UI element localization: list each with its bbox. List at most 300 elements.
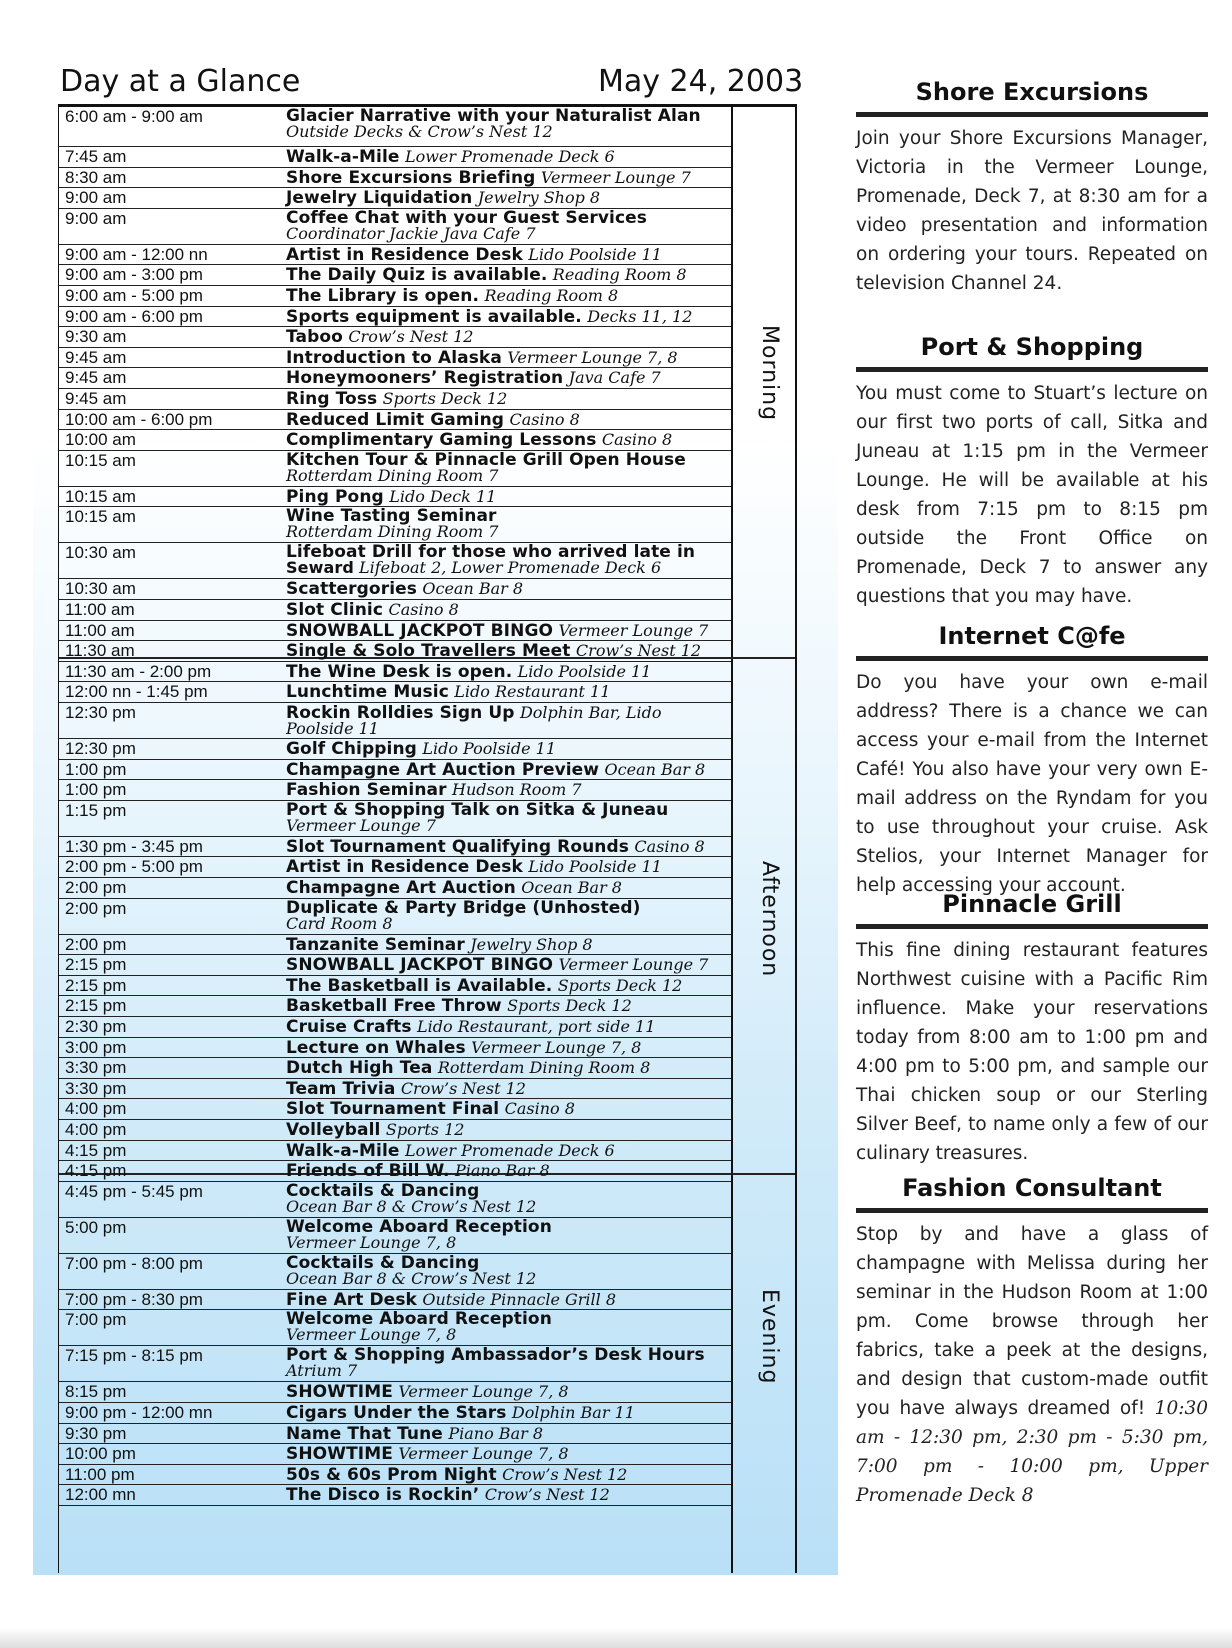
schedule-event [286,1099,726,1120]
schedule-time: 9:00 am [65,188,127,208]
schedule-time: 1:00 pm [65,759,127,779]
event-location-line: Ocean Bar 8 & Crow’s Nest 12 [286,1196,537,1216]
schedule-row [59,1079,731,1100]
schedule-time: 1:30 pm - 3:45 pm [65,836,203,856]
schedule-row [59,899,731,935]
event-location-line: Vermeer Lounge 7, 8 [286,1232,457,1252]
schedule-time: 8:15 pm [65,1382,127,1402]
sidebar-text [856,936,1208,1168]
event-title: Cocktails & Dancing [286,1181,480,1201]
scan-bottom-edge [0,1628,1232,1648]
event-location: Ocean Bar 8 [422,579,524,599]
event-title: Jewelry Liquidation [286,188,473,209]
schedule-event [286,1485,726,1506]
event-title: The Wine Desk is open. [286,661,513,682]
event-location: Lido Poolside 11 [422,739,557,758]
schedule-row [59,600,731,621]
event-location: Lido Restaurant 11 [454,682,611,702]
event-location: Decks 11, 12 [587,306,693,326]
schedule-row [59,621,731,642]
event-location-line: Ocean Bar 8 & Crow’s Nest 12 [286,1268,537,1288]
schedule-time: 2:15 pm [65,955,127,975]
schedule-row [59,410,731,431]
event-location: Jewelry Shop 8 [477,188,601,208]
schedule-event [286,1058,726,1079]
event-location: Lido Restaurant, port side 11 [417,1017,656,1036]
schedule-row [59,703,731,739]
schedule-row [59,1424,731,1445]
event-location: Ocean Bar 8 [521,878,622,897]
event-title: Lecture on Whales [286,1037,466,1058]
schedule-row [59,1346,731,1382]
event-location: Vermeer Lounge 7, 8 [507,347,678,367]
schedule-event [286,661,726,682]
schedule-time: 8:30 am [65,167,127,187]
schedule-time: 11:00 am [65,620,135,640]
schedule-event [286,1382,726,1403]
schedule-event [286,1253,726,1288]
schedule-time: 7:15 pm - 8:15 pm [65,1346,203,1366]
schedule-event [286,800,726,835]
schedule-event [286,208,726,243]
event-title: SHOWTIME [286,1444,393,1465]
event-title: Team Trivia [286,1078,396,1099]
schedule-time: 9:00 am - 5:00 pm [65,286,203,305]
event-title: Lunchtime Music [286,682,449,703]
schedule-event [286,327,726,348]
sidebar-paragraph: This fine dining restaurant features Northwest cuisine with a Pacific Rim influence. Make your reservations today from 8:00 am to 1:00 pm and 4:00 pm to 5:00 pm, and sample our Thai chicken soup or our Sterling Silver Beef, to name only a few of our culinary treasures. [856,940,1208,1164]
schedule-time: 2:00 pm - 5:00 pm [65,857,203,877]
event-title: Glacier Narrative with your Naturalist Alan [286,107,701,126]
schedule-event [286,167,726,188]
schedule-row [59,935,731,956]
schedule-time: 3:30 pm [65,1078,127,1098]
schedule-event [286,602,726,618]
schedule-row [59,543,731,579]
schedule-time: 11:30 am - 2:00 pm [65,661,212,681]
period-label-evening: Evening [757,1289,782,1385]
heading-rule [856,656,1208,661]
event-title: Fine Art Desk [286,1289,417,1310]
schedule-row [59,487,731,508]
schedule-time: 5:00 pm [65,1217,127,1237]
schedule-row [59,1038,731,1059]
schedule-time: 9:45 am [65,368,127,388]
schedule-row [59,1485,731,1506]
schedule-event [286,836,726,857]
sidebar-text [856,1220,1208,1510]
schedule-row [59,976,731,997]
event-location: Crow’s Nest 12 [484,1485,610,1505]
sidebar-heading: Fashion Consultant [902,1174,1162,1202]
schedule-event [286,109,726,139]
period-label-morning: Morning [757,325,782,422]
event-location: Casino 8 [601,430,673,450]
sidebar-text [856,124,1208,298]
schedule-event [286,579,726,600]
event-location: Lido Poolside 11 [517,661,652,681]
schedule-time: 2:15 pm [65,975,127,995]
schedule-row [59,265,731,286]
event-location: Casino 8 [504,1099,575,1119]
schedule-time: 10:00 am [65,430,136,450]
event-location: Crow’s Nest 12 [502,1464,628,1484]
event-title: Reduced Limit Gaming [286,409,505,430]
event-location: Jewelry Shop 8 [470,934,593,954]
period-label-afternoon: Afternoon [757,861,782,978]
schedule-row [59,327,731,348]
schedule-event [286,1181,726,1216]
schedule-event [286,1078,726,1099]
schedule-event [286,306,726,327]
event-title: Duplicate & Party Bridge (Unhosted) [286,898,641,918]
schedule-time: 9:00 pm - 12:00 mn [65,1403,213,1422]
event-title: SNOWBALL JACKPOT BINGO [286,620,554,641]
schedule-time: 9:30 am [65,327,127,347]
schedule-event [286,1464,726,1485]
event-location: Lido Deck 11 [389,486,497,506]
schedule-time: 3:00 pm [65,1037,127,1057]
schedule-time: 4:15 pm [65,1140,127,1160]
schedule-row [59,760,731,781]
schedule-event [286,898,726,933]
schedule-event [286,1122,726,1138]
schedule-row [59,1444,731,1465]
schedule-time: 11:00 am [65,600,135,619]
schedule-event [286,430,726,451]
event-title-continued: Seward [286,558,354,578]
schedule-time: 10:00 am - 6:00 pm [65,409,213,429]
schedule-event [286,450,726,485]
schedule-row [59,1382,731,1403]
event-title: Taboo [286,327,343,348]
heading-rule [856,112,1208,117]
schedule-row [59,1218,731,1254]
event-title: The Basketball is Available. [286,975,553,996]
schedule-row [59,1099,731,1120]
schedule-row [59,1310,731,1346]
event-title: Welcome Aboard Reception [286,1217,552,1237]
schedule-time: 2:00 pm [65,878,127,897]
schedule-time: 9:30 pm [65,1423,127,1443]
schedule-time: 2:00 pm [65,934,127,954]
sidebar-heading: Shore Excursions [915,78,1149,106]
schedule-event [286,543,726,578]
schedule-event [286,705,726,736]
schedule-event [286,1289,726,1310]
schedule-row [59,1141,731,1162]
event-title: Name That Tune [286,1423,443,1444]
event-title: Complimentary Gaming Lessons [286,430,597,451]
schedule-row [59,107,731,147]
schedule-row [59,188,731,209]
event-title: Champagne Art Auction Preview [286,759,600,780]
schedule-time: 7:00 pm - 8:30 pm [65,1289,203,1309]
schedule-event [286,975,726,996]
schedule-time: 7:45 am [65,147,127,166]
sidebar-heading: Internet C@fe [938,622,1126,650]
event-title: Fashion Seminar [286,780,447,801]
schedule-row [59,348,731,369]
schedule-event [286,741,726,757]
schedule-row [59,1254,731,1290]
schedule-event [286,1444,726,1465]
event-title: Walk-a-Mile [286,147,400,167]
event-location-line: Vermeer Lounge 7 [286,815,436,835]
schedule-row [59,147,731,168]
event-location: Crow’s Nest 12 [348,327,474,347]
event-title: Artist in Residence Desk [286,244,523,265]
event-title: Ping Pong [286,486,384,507]
schedule-event [286,1423,726,1444]
event-location: Crow’s Nest 12 [575,641,702,661]
schedule-event [286,1405,726,1421]
schedule-row [59,1017,731,1038]
event-title: Walk-a-Mile [286,1140,400,1161]
event-title: Lifeboat Drill for those who arrived late in [286,543,696,563]
schedule-time: 10:15 am [65,450,136,470]
schedule-time: 6:00 am - 9:00 am [65,107,203,126]
schedule-event [286,486,726,507]
schedule-event [286,1019,726,1035]
event-title: 50s & 60s Prom Night [286,1464,497,1485]
event-title: Ring Toss [286,389,378,409]
schedule-time: 4:45 pm - 5:45 pm [65,1181,203,1201]
event-title: Port & Shopping Talk on Sitka & Juneau [286,800,669,820]
event-location: Reading Room 8 [552,265,687,285]
event-title: Honeymooners’ Registration [286,368,564,389]
schedule-event [286,620,726,641]
event-location-line [286,558,726,578]
event-location: Sports Deck 12 [507,996,632,1016]
event-title: The Library is open. [286,286,480,306]
event-title: SNOWBALL JACKPOT BINGO [286,955,554,976]
schedule-row [59,955,731,976]
event-location-line: Rotterdam Dining Room 7 [286,465,499,485]
event-location: Vermeer Lounge 7, 8 [471,1037,642,1057]
event-location: Sports 12 [385,1120,465,1139]
event-location: Vermeer Lounge 7 [540,167,691,187]
schedule-row [59,780,731,801]
event-title: The Disco is Rockin’ [286,1485,480,1506]
schedule-row [59,451,731,487]
event-location-line: Atrium 7 [286,1361,358,1381]
event-location: Hudson Room 7 [452,780,582,800]
schedule-row [59,1161,731,1182]
sidebar-heading: Pinnacle Grill [942,890,1122,918]
schedule-time: 4:15 pm [65,1161,127,1181]
event-location: Vermeer Lounge 7, 8 [398,1382,569,1402]
schedule-event [286,759,726,780]
event-location: Lido Poolside 11 [528,244,662,264]
event-title: Single & Solo Travellers Meet [286,641,571,662]
schedule-event [286,880,726,896]
schedule-table [58,104,797,1573]
event-title: Dutch High Tea [286,1058,433,1079]
event-location: Reading Room 8 [484,286,619,305]
event-location: Casino 8 [634,836,705,856]
event-title: SHOWTIME [286,1382,393,1403]
schedule-event [286,188,726,209]
schedule-event [286,368,726,389]
schedule-event [286,1140,726,1161]
schedule-row [59,389,731,410]
schedule-event [286,955,726,976]
schedule-time: 1:15 pm [65,800,127,820]
event-title: Port & Shopping Ambassador’s Desk Hours [286,1346,705,1366]
event-title: Cigars Under the Stars [286,1403,507,1423]
event-location: Java Cafe 7 [568,368,661,388]
event-title: Kitchen Tour & Pinnacle Grill Open House [286,450,686,470]
schedule-row [59,1403,731,1424]
event-title: Champagne Art Auction [286,878,516,898]
schedule-time: 12:00 nn - 1:45 pm [65,682,208,702]
event-location: Lido Poolside 11 [528,857,662,877]
event-title: Basketball Free Throw [286,996,502,1017]
event-location: Dolphin Bar, Lido [519,703,662,722]
schedule-row [59,878,731,899]
schedule-row [59,430,731,451]
event-title: The Daily Quiz is available. [286,265,548,286]
schedule-row [59,1182,731,1218]
schedule-row [59,801,731,837]
event-location-line: Poolside 11 [286,719,379,738]
event-location-line: Card Room 8 [286,913,393,933]
schedule-event [286,641,726,662]
schedule-event [286,1217,726,1252]
schedule-time: 7:00 pm - 8:00 pm [65,1253,203,1273]
event-location: Rotterdam Dining Room 8 [437,1058,651,1078]
event-title: Introduction to Alaska [286,347,502,368]
sidebar-paragraph: Do you have your own e-mail address? There is a chance we can access your e-mail from the Internet Café! You also have your very own E-mail address on the Ryndam for you to use throughout your cruise. Ask Stelios, your Internet Manager for help accessing your account. [856,672,1208,896]
event-location-line: Coordinator Jackie Java Cafe 7 [286,223,536,243]
sidebar-italic-times: 10:30 am - 12:30 pm, 2:30 pm - 5:30 pm, 7:00 pm - 10:00 pm, Upper Promenade Deck 8 [856,1398,1208,1506]
schedule-time: 12:30 pm [65,739,136,758]
event-location: Piano Bar 8 [454,1161,550,1181]
schedule-time: 10:30 am [65,543,136,563]
schedule-row [59,286,731,307]
sidebar-text [856,668,1208,900]
schedule-row [59,168,731,189]
sidebar-text [856,379,1208,611]
schedule-event [286,391,726,407]
event-title: Friends of Bill W. [286,1161,450,1182]
event-location: Outside Pinnacle Grill 8 [422,1289,617,1309]
period-divider-line [731,107,733,1573]
event-location: Dolphin Bar 11 [511,1403,635,1422]
schedule-time: 10:00 pm [65,1444,136,1464]
schedule-event [286,1037,726,1058]
heading-rule [856,367,1208,372]
schedule-row [59,245,731,266]
event-location: Casino 8 [509,409,580,429]
schedule-row [59,1465,731,1486]
schedule-time: 9:00 am - 6:00 pm [65,306,203,326]
schedule-time: 10:15 am [65,486,136,506]
sidebar-heading: Port & Shopping [920,333,1144,361]
event-title: Coffee Chat with your Guest Services [286,208,648,228]
schedule-time: 12:30 pm [65,703,136,722]
schedule-row [59,682,731,703]
schedule-time: 7:00 pm [65,1310,127,1330]
schedule-row [59,579,731,600]
schedule-row [59,857,731,878]
event-location: Piano Bar 8 [448,1423,544,1443]
schedule-row [59,1120,731,1141]
schedule-event [286,265,726,286]
schedule-row [59,507,731,543]
schedule-time: 11:30 am [65,641,135,661]
schedule-event [286,996,726,1017]
sidebar-paragraph: Stop by and have a glass of champagne with Melissa during her seminar in the Hudson Room at 1:00 pm. Come browse through her fabrics, take a peek at the designs, and design that custom-made outfit you have always dreamed of! [856,1224,1208,1419]
schedule-event [286,1346,726,1381]
schedule-row [59,1290,731,1311]
schedule-time: 10:15 am [65,507,136,527]
event-title: Wine Tasting Seminar [286,507,497,527]
schedule-row [59,641,731,662]
event-title: Tanzanite Seminar [286,934,465,955]
schedule-time: 1:00 pm [65,780,127,800]
schedule-row [59,209,731,245]
event-location: Lower Promenade Deck 6 [404,147,615,166]
schedule-event [286,244,726,265]
event-location: Lifeboat 2, Lower Promenade Deck 6 [359,558,662,578]
schedule-row [59,368,731,389]
schedule-event [286,857,726,878]
page-date: May 24, 2003 [598,64,804,99]
event-title: Cruise Crafts [286,1017,412,1037]
schedule-event [286,507,726,542]
event-location: Sports Deck 12 [382,389,508,408]
event-title: Slot Tournament Qualifying Rounds [286,836,630,857]
schedule-time: 9:00 am - 3:00 pm [65,265,203,285]
event-location: Vermeer Lounge 7, 8 [398,1444,569,1464]
event-location: Sports Deck 12 [557,975,683,995]
event-location: Vermeer Lounge 7 [558,955,709,975]
schedule-event [286,288,726,304]
event-title: Rockin Rolldies Sign Up [286,703,515,723]
schedule-time: 9:00 am - 12:00 nn [65,244,208,264]
schedule-event [286,1161,726,1182]
sidebar-paragraph: Join your Shore Excursions Manager, Victoria in the Vermeer Lounge, Promenade, Deck 7, at 8:30 am for a video presentation and information on ordering your tours. Repeated on television Channel 24. [856,128,1208,294]
schedule-row [59,739,731,760]
heading-rule [856,1208,1208,1213]
schedule-time: 10:30 am [65,579,136,599]
event-location: Casino 8 [388,600,459,619]
sidebar-paragraph: You must come to Stuart’s lecture on our first two ports of call, Sitka and Juneau at 1:15 pm in the Vermeer Lounge. He will be available at his desk from 7:15 pm to 8:15 pm outside the Front Office on Promenade, Deck 7 to answer any questions that you may have. [856,383,1208,607]
event-title: Welcome Aboard Reception [286,1310,552,1330]
event-location: Crow’s Nest 12 [400,1078,526,1098]
event-title: Volleyball [286,1120,381,1140]
event-title: Cocktails & Dancing [286,1253,480,1273]
schedule-time: 2:30 pm [65,1017,127,1036]
schedule-row [59,307,731,328]
schedule-row [59,996,731,1017]
schedule-event [286,682,726,703]
event-location: Vermeer Lounge 7 [558,620,709,640]
schedule-time: 9:45 am [65,389,127,408]
schedule-row [59,662,731,683]
event-location-line: Outside Decks & Crow’s Nest 12 [286,122,553,141]
event-title: Sports equipment is available. [286,306,582,327]
event-title: Golf Chipping [286,739,417,759]
schedule-event [286,149,726,165]
event-location: Lower Promenade Deck 6 [404,1140,615,1160]
schedule-time: 9:00 am [65,208,127,228]
schedule-time: 11:00 pm [65,1464,135,1484]
event-location-line: Vermeer Lounge 7, 8 [286,1325,457,1345]
schedule-row [59,1058,731,1079]
